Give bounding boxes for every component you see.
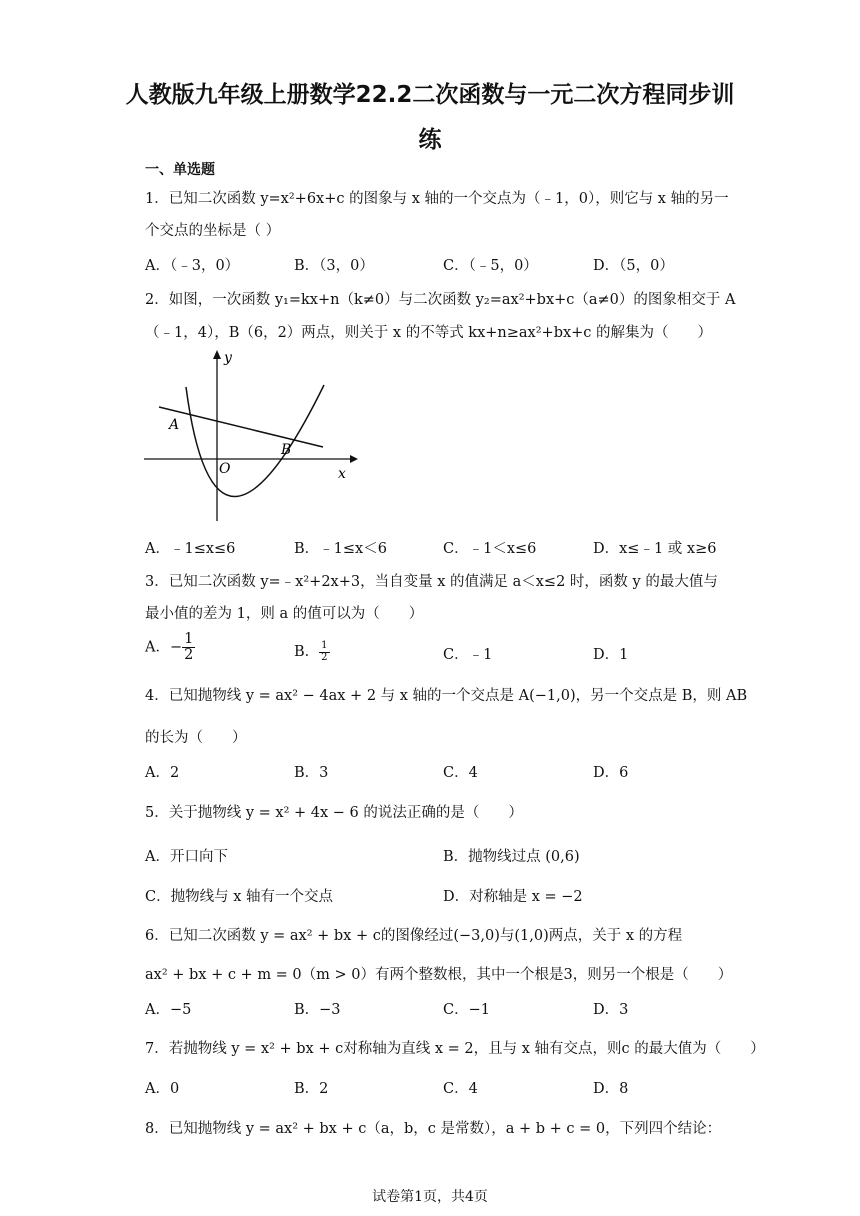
q3-stem-a: 已知二次函数 y=﹣x²+2x+3，当自变量 x 的值满足 a＜x≤2 时，函数 y 的最大值与 <box>168 574 718 590</box>
page-title-line2: 练 <box>418 127 442 153</box>
y-axis-arrow <box>213 350 221 359</box>
q7-option-b: B．2 <box>294 1081 329 1097</box>
q6-number: 6． <box>145 928 169 944</box>
q1-stem-a: 已知二次函数 y=x²+6x+c 的图象与 x 轴的一个交点为（﹣1，0），则它与 x 轴的另一 <box>168 191 729 207</box>
q7-option-a: A．0 <box>145 1081 180 1097</box>
x-axis-label: x <box>338 466 346 482</box>
q3-option-b-fraction <box>319 641 329 663</box>
q5-option-b: B．抛物线过点 (0,6) <box>443 849 580 865</box>
q2-text-line1 <box>145 288 736 309</box>
q2-option-c: C．﹣1＜x≤6 <box>443 541 537 557</box>
q8-text-line1 <box>145 1117 721 1138</box>
q3-option-a-numerator: 1 <box>184 631 194 647</box>
q6-stem-a: 已知二次函数 y = ax² + bx + c的图像经过(−3,0)与(1,0)两点，关于 x 的方程 <box>168 928 683 944</box>
q4-number: 4． <box>145 688 169 704</box>
q1-stem-b: 个交点的坐标是（ ） <box>145 223 281 239</box>
q5-text-line1 <box>145 801 523 822</box>
q3-option-b-numerator: 1 <box>321 640 328 651</box>
q1-option-c: C．（﹣5，0） <box>443 258 538 274</box>
q4-text-line1 <box>145 684 747 705</box>
q7-stem-a: 若抛物线 y = x² + bx + c对称轴为直线 x = 2，且与 x 轴有交点，则c 的最大值为（ ） <box>168 1041 765 1057</box>
q1-option-d: D．（5，0） <box>593 258 674 274</box>
q3-option-a-fraction <box>182 632 195 663</box>
q4-stem-a: 已知抛物线 y = ax² − 4ax + 2 与 x 轴的一个交点是 A(−1,0)，另一个交点是 B，则 AB <box>168 688 748 704</box>
q7-option-c: C．4 <box>443 1081 478 1097</box>
origin-label: O <box>219 461 231 477</box>
q4-option-b: B．3 <box>294 765 329 781</box>
q7-number: 7． <box>145 1041 169 1057</box>
q5-number: 5． <box>145 805 169 821</box>
parabola <box>186 385 324 497</box>
q3-number: 3． <box>145 574 169 590</box>
q2-option-b: B．﹣1≤x＜6 <box>294 541 387 557</box>
q2-stem-b: （﹣1，4），B（6，2）两点，则关于 x 的不等式 kx+n≥ax²+bx+c 的解集为（ ） <box>145 325 713 341</box>
q3-option-a <box>145 632 195 663</box>
q3-stem-b: 最小值的差为 1，则 a 的值可以为（ ） <box>145 606 424 622</box>
q5-option-c: C．抛物线与 x 轴有一个交点 <box>145 889 333 905</box>
q3-option-d: D．1 <box>593 647 629 663</box>
q7-text-line1 <box>145 1037 765 1058</box>
page-footer: 试卷第1页，共4页 <box>372 1189 488 1205</box>
x-axis-arrow <box>350 455 358 463</box>
q6-option-c: C．−1 <box>443 1002 490 1018</box>
q3-option-b-label: B． <box>294 644 320 660</box>
q5-option-a: A．开口向下 <box>145 849 228 865</box>
q5-option-d: D．对称轴是 x = −2 <box>443 889 583 905</box>
q2-number: 2． <box>145 292 169 308</box>
q5-stem-a: 关于抛物线 y = x² + 4x − 6 的说法正确的是（ ） <box>168 805 523 821</box>
q6-stem-b: ax² + bx + c + m = 0（m > 0）有两个整数根，其中一个根是3，则另一个根是（ ） <box>145 967 733 983</box>
q3-text-line1 <box>145 570 718 591</box>
q1-text-line1 <box>145 187 729 208</box>
q3-option-b-denominator: 2 <box>321 651 328 663</box>
q2-option-d: D．x≤﹣1 或 x≥6 <box>593 541 717 557</box>
section-heading: 一、单选题 <box>145 162 215 178</box>
q4-option-c: C．4 <box>443 765 478 781</box>
page-title-line1: 人教版九年级上册数学22.2二次函数与一元二次方程同步训 <box>125 82 735 108</box>
q1-option-a: A．（﹣3，0） <box>145 258 240 274</box>
q1-option-b: B．（3，0） <box>294 258 374 274</box>
q6-text-line1 <box>145 924 682 945</box>
q6-option-d: D．3 <box>593 1002 629 1018</box>
point-a-label: A <box>169 417 180 433</box>
q6-option-a: A．−5 <box>145 1002 192 1018</box>
q6-option-b: B．−3 <box>294 1002 341 1018</box>
q3-option-a-denominator: 2 <box>184 647 194 664</box>
q3-option-b <box>294 640 330 663</box>
q8-stem-a: 已知抛物线 y = ax² + bx + c（a，b，c 是常数），a + b + c = 0，下列四个结论： <box>168 1121 722 1137</box>
q7-option-d: D．8 <box>593 1081 629 1097</box>
linear-function-line <box>159 407 323 447</box>
q4-stem-b: 的长为（ ） <box>145 730 247 746</box>
point-b-label: B <box>281 442 292 458</box>
q3-option-a-sign: − <box>169 639 183 656</box>
q2-option-a: A．﹣1≤x≤6 <box>145 541 236 557</box>
q2-figure <box>140 345 360 525</box>
q2-stem-a: 如图，一次函数 y₁=kx+n（k≠0）与二次函数 y₂=ax²+bx+c（a≠0）的图象相交于 A <box>168 292 736 308</box>
q3-option-c: C．﹣1 <box>443 647 493 663</box>
q8-number: 8． <box>145 1121 169 1137</box>
q4-option-a: A．2 <box>145 765 180 781</box>
q1-number: 1． <box>145 191 169 207</box>
q4-option-d: D．6 <box>593 765 629 781</box>
q3-option-a-label: A． <box>145 639 170 656</box>
y-axis-label: y <box>224 350 232 366</box>
